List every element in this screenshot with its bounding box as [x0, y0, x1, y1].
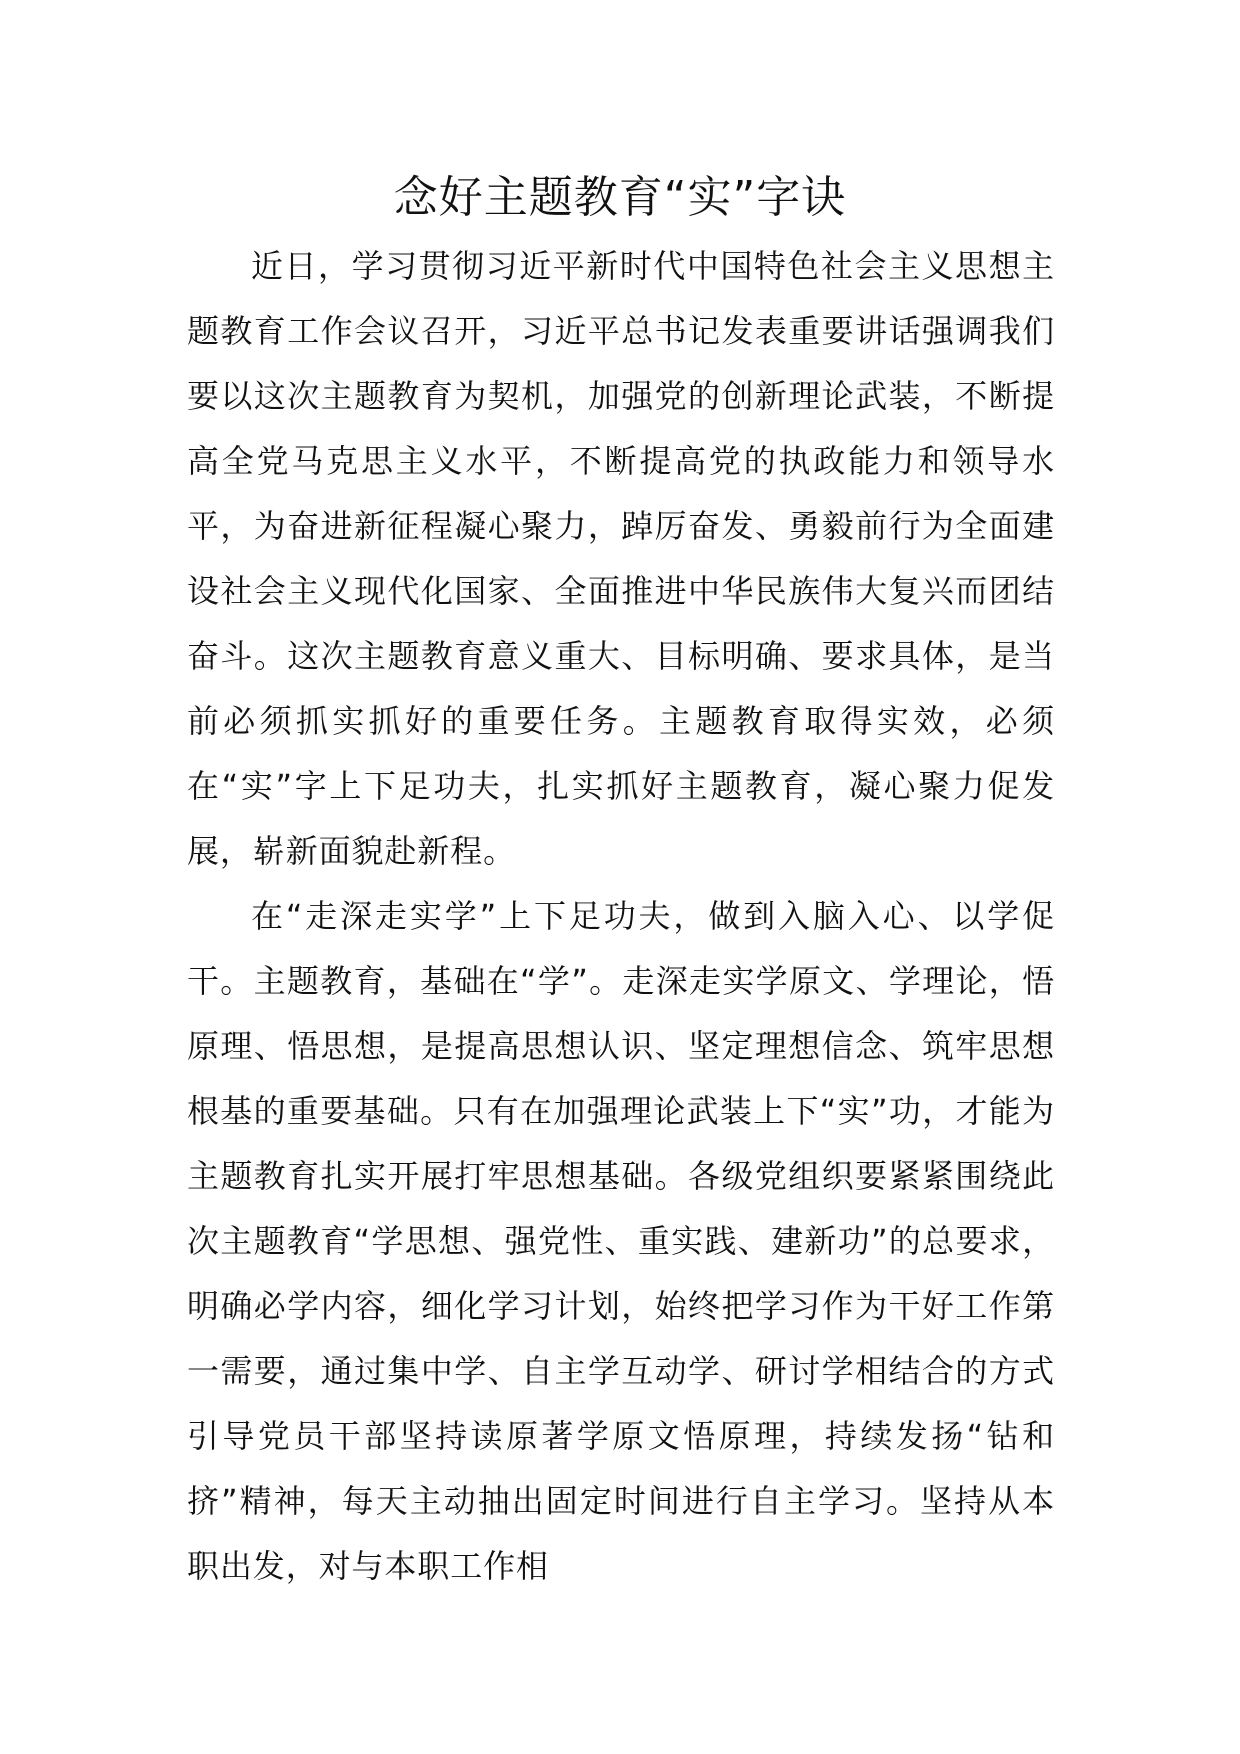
paragraph-2: 在“走深走实学”上下足功夫，做到入脑入心、以学促干。主题教育，基础在“学”。走深走实学原文、学理论，悟原理、悟思想，是提高思想认识、坚定理想信念、筑牢思想根基的重要基础。只有在加强理论武装上下“实”功，才能为主题教育扎实开展打牢思想基础。各级党组织要紧紧围绕此次主题教育“学思想、强党性、重实践、建新功”的总要求，明确必学内容，细化学习计划，始终把学习作为干好工作第一需要，通过集中学、自主学互动学、研讨学相结合的方式引导党员干部坚持读原著学原文悟原理，持续发扬“钻和挤”精神，每天主动抽出固定时间进行自主学习。坚持从本职出发，对与本职工作相 [187, 897, 1055, 1585]
paragraph-1: 近日，学习贯彻习近平新时代中国特色社会主义思想主题教育工作会议召开，习近平总书记发表重要讲话强调我们要以这次主题教育为契机，加强党的创新理论武装，不断提高全党马克思主义水平，不断提高党的执政能力和领导水平，为奋进新征程凝心聚力，踔厉奋发、勇毅前行为全面建设社会主义现代化国家、全面推进中华民族伟大复兴而团结奋斗。这次主题教育意义重大、目标明确、要求具体，是当前必须抓实抓好的重要任务。主题教育取得实效，必须在“实”字上下足功夫，扎实抓好主题教育，凝心聚力促发展，崭新面貌赴新程。 [187, 247, 1055, 870]
document-body [187, 234, 1055, 1599]
document-title: 念好主题教育“实”字诀 [393, 172, 847, 223]
